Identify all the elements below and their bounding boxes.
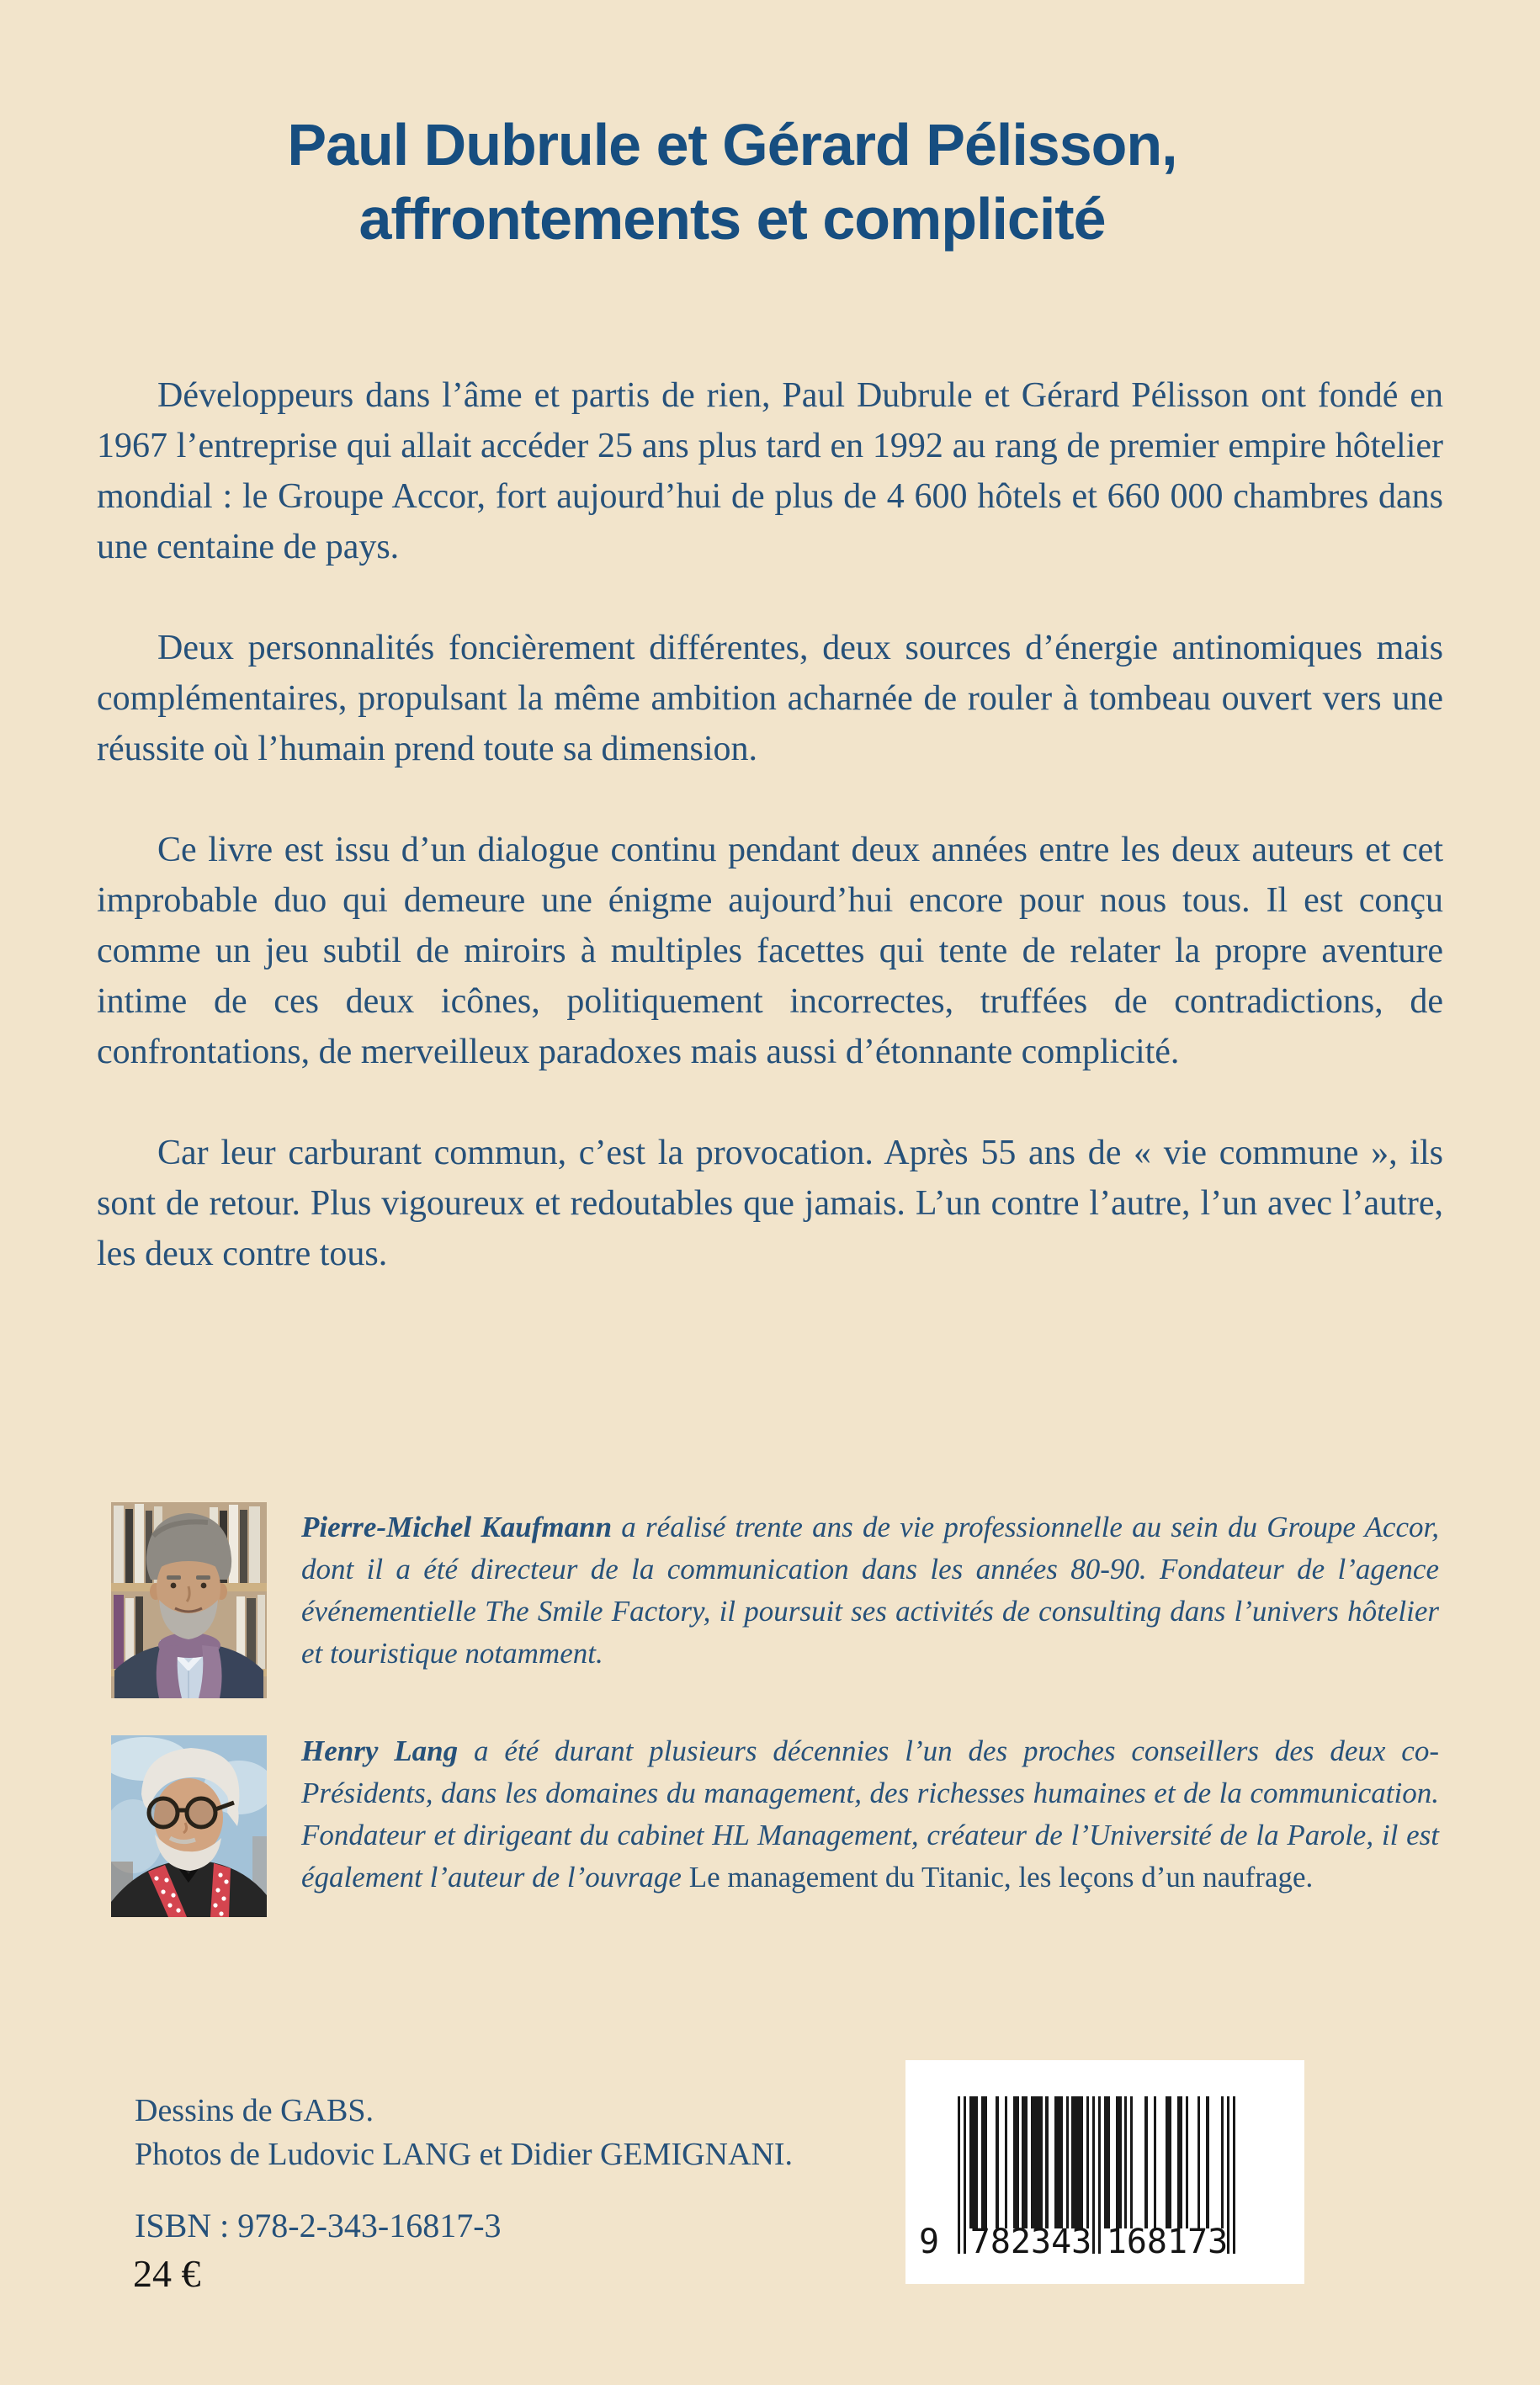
barcode <box>905 2060 1304 2284</box>
barcode-bar <box>1045 2096 1048 2228</box>
barcode-bar <box>1066 2096 1069 2228</box>
barcode-bar <box>1197 2096 1200 2228</box>
barcode-bar <box>1206 2096 1208 2228</box>
barcode-bar <box>969 2096 978 2228</box>
synopsis-paragraph-1: Développeurs dans l’âme et partis de rien, Paul Dubrule et Gérard Pélisson ont fondé en 1967 l’entreprise qui allait accéder 25 ans plus tard en 1992 au rang de premier empire hôtelier mondial : le Groupe Accor, fort aujourd’hui de plus de 4 600 hôtels et 660 000 chambres dans une centaine de pays. <box>97 376 1443 566</box>
barcode-bar <box>1092 2096 1095 2254</box>
barcode-bar <box>996 2096 998 2228</box>
barcode-digits-left: 782343 <box>969 2223 1092 2261</box>
barcode-bar <box>1166 2096 1171 2228</box>
barcode-bar <box>981 2096 987 2228</box>
barcode-digits-right: 168173 <box>1106 2223 1229 2261</box>
portrait-man-glasses-suspenders <box>111 1735 267 1917</box>
barcode-bar <box>1104 2096 1110 2228</box>
barcode-bar <box>1054 2096 1063 2228</box>
synopsis-paragraph-4: Car leur carburant commun, c’est la provocation. Après 55 ans de « vie commune », ils sont de retour. Plus vigoureux et redoutables que jamais. L’un contre l’autre, l’un avec l’autre, les deux contre tous. <box>97 1134 1443 1273</box>
credit-illustrations: Dessins de GABS. <box>135 2093 374 2128</box>
synopsis-paragraph-3: Ce livre est issu d’un dialogue continu pendant deux années entre les deux auteurs et cet improbable duo qui demeure une énigme aujourd’hui encore pour nous tous. Il est conçu comme un jeu subtil de miroirs à multiples facettes qui tente de relater la propre aventure intime de ces deux icônes, politiquement incorrectes, truffées de contradictions, de confrontations, de merveilleux paradoxes mais aussi d’étonnante complicité. <box>97 831 1443 1071</box>
portrait-man-bookshelf <box>111 1502 267 1698</box>
barcode-bar <box>1098 2096 1101 2254</box>
barcode-bar <box>1071 2096 1083 2228</box>
author-photo-henry-lang <box>111 1735 267 1917</box>
barcode-bar <box>1186 2096 1188 2228</box>
barcode-bar <box>958 2096 960 2254</box>
barcode-bar <box>1154 2096 1156 2228</box>
credit-photos: Photos de Ludovic LANG et Didier GEMIGNANI. <box>135 2137 794 2172</box>
price: 24 € <box>133 2252 201 2295</box>
author-bio-text: a été durant plusieurs décennies l’un des proches conseillers des deux co-Présidents, dans les domaines du management, des richesses humaines et de la communication. Fondateur et dirigeant du cabinet HL Management, créateur de l’Université de la Parole, il est également l’auteur de l’ouvrage <box>301 1734 1439 1894</box>
title-line-1: Paul Dubrule et Gérard Pélisson, <box>287 112 1177 178</box>
book-title-reference: Le management du Titanic, les leçons d’un naufrage. <box>688 1861 1314 1894</box>
barcode-bar <box>1031 2096 1043 2228</box>
barcode-bar <box>1116 2096 1122 2228</box>
barcode-bar <box>1005 2096 1007 2228</box>
barcode-bar <box>964 2096 966 2254</box>
author-name: Pierre-Michel Kaufmann <box>301 1511 613 1543</box>
barcode-bar <box>1144 2096 1147 2228</box>
barcode-bar <box>1177 2096 1183 2228</box>
barcode-bar <box>1233 2096 1235 2254</box>
book-title <box>50 108 1414 256</box>
barcode-bar <box>1130 2096 1133 2228</box>
barcode-bar <box>1086 2096 1089 2228</box>
barcode-digit-lead: 9 <box>919 2223 940 2261</box>
title-line-2: affrontements et complicité <box>358 186 1106 252</box>
credits <box>135 2089 793 2176</box>
author-photo-pierre-michel-kaufmann <box>111 1502 267 1698</box>
author-name: Henry Lang <box>301 1734 459 1767</box>
barcode-bar <box>1124 2096 1127 2228</box>
barcode-bar <box>1221 2096 1224 2228</box>
synopsis <box>97 370 1443 1330</box>
synopsis-paragraph-2: Deux personnalités foncièrement différentes, deux sources d’énergie antinomiques mais complémentaires, propulsant la même ambition acharnée de rouler à tombeau ouvert vers une réussite où l’humain prend toute sa dimension. <box>97 629 1443 768</box>
author-bio-text: a réalisé trente ans de vie professionnelle au sein du Groupe Accor, dont il a été directeur de la communication dans les années 80-90. Fondateur de l’agence événementielle The Smile Factory, il poursuit ses activités de consulting dans l’univers hôtelier et touristique notamment. <box>301 1511 1439 1670</box>
author-bio-pierre-michel-kaufmann <box>301 1506 1439 1675</box>
barcode-bar <box>1022 2096 1028 2228</box>
isbn: ISBN : 978-2-343-16817-3 <box>135 2207 502 2244</box>
barcode-bar <box>1013 2096 1019 2228</box>
author-bio-henry-lang <box>301 1730 1439 1899</box>
